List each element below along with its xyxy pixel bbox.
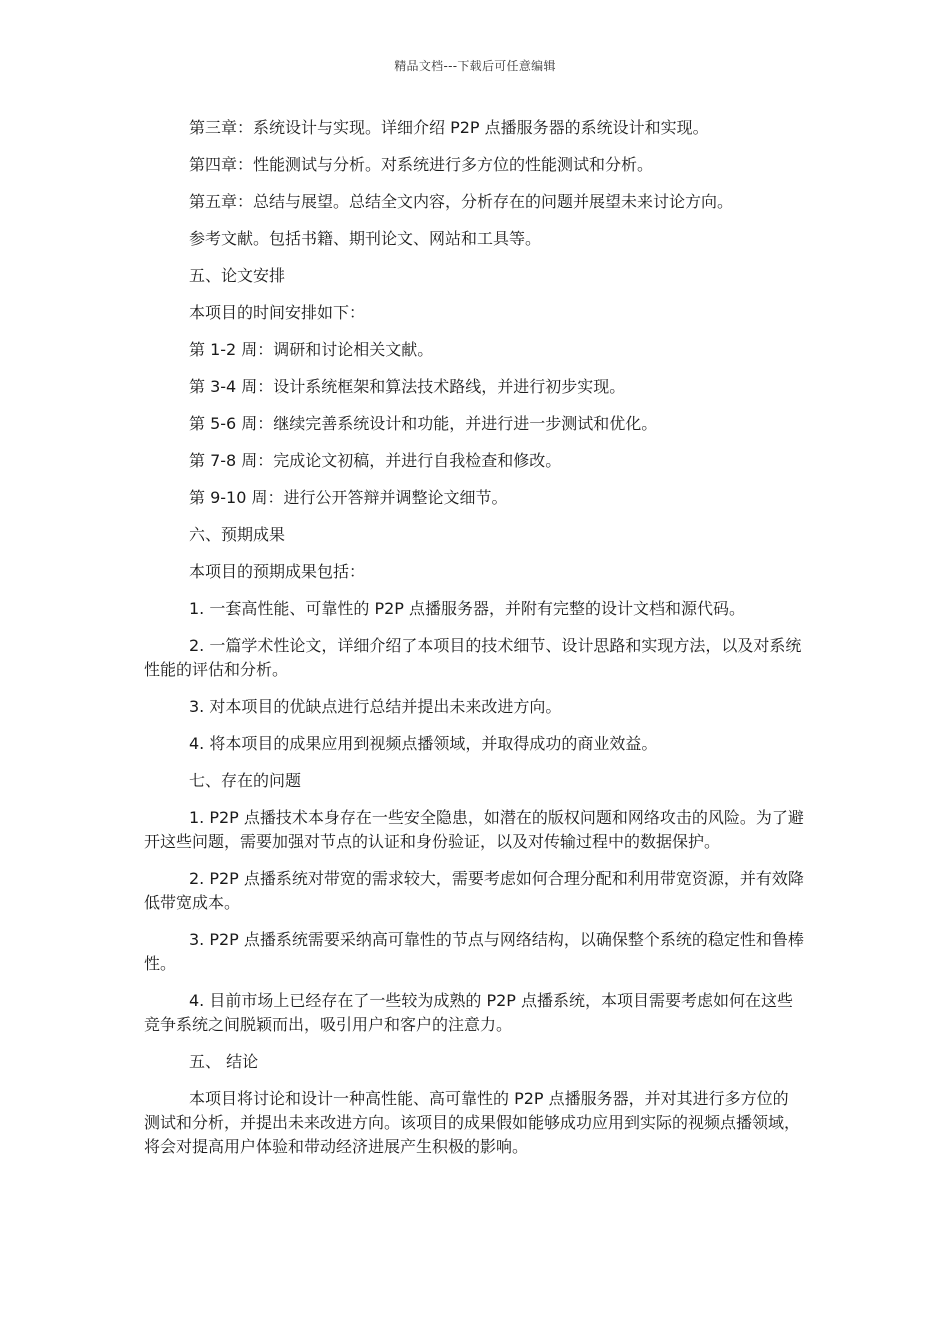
list-item: 第 9-10 周：进行公开答辩并调整论文细节。 (189, 488, 508, 507)
paragraph: 参考文献。包括书籍、期刊论文、网站和工具等。 (189, 229, 542, 248)
list-item: 1. P2P 点播技术本身存在一些安全隐患，如潜在的版权问题和网络攻击的风险。为了避开这些问题，需要加强对节点的认证和身份验证，以及对传输过程中的数据保护。 (144, 808, 804, 851)
list-item: 3. P2P 点播系统需要采纳高可靠性的节点与网络结构，以确保整个系统的稳定性和鲁棒性。 (144, 930, 804, 973)
paragraph: 第三章：系统设计与实现。详细介绍 P2P 点播服务器的系统设计和实现。 (189, 118, 709, 137)
list-item: 4. 将本项目的成果应用到视频点播领域，并取得成功的商业效益。 (189, 734, 658, 753)
paragraph: 第五章：总结与展望。总结全文内容，分析存在的问题并展望未来讨论方向。 (189, 192, 734, 211)
page-header: 精品文档---下载后可任意编辑 (394, 59, 556, 73)
section-heading: 五、 结论 (189, 1052, 259, 1071)
list-item: 第 7-8 周：完成论文初稿，并进行自我检查和修改。 (189, 451, 562, 470)
list-item: 第 5-6 周：继续完善系统设计和功能，并进行进一步测试和优化。 (189, 414, 658, 433)
list-item: 4. 目前市场上已经存在了一些较为成熟的 P2P 点播系统，本项目需要考虑如何在这些竞争系统之间脱颖而出，吸引用户和客户的注意力。 (144, 991, 794, 1034)
paragraph: 本项目的预期成果包括： (189, 562, 366, 581)
list-item: 2. 一篇学术性论文，详细介绍了本项目的技术细节、设计思路和实现方法，以及对系统性能的评估和分析。 (144, 636, 802, 679)
list-item: 2. P2P 点播系统对带宽的需求较大，需要考虑如何合理分配和利用带宽资源，并有效降低带宽成本。 (144, 869, 804, 912)
list-item: 第 3-4 周：设计系统框架和算法技术路线，并进行初步实现。 (189, 377, 626, 396)
list-item: 1. 一套高性能、可靠性的 P2P 点播服务器，并附有完整的设计文档和源代码。 (189, 599, 746, 618)
section-heading: 五、论文安排 (189, 266, 286, 285)
paragraph: 第四章：性能测试与分析。对系统进行多方位的性能测试和分析。 (189, 155, 654, 174)
paragraph: 本项目的时间安排如下： (189, 303, 366, 322)
list-item: 3. 对本项目的优缺点进行总结并提出未来改进方向。 (189, 697, 562, 716)
paragraph: 本项目将讨论和设计一种高性能、高可靠性的 P2P 点播服务器，并对其进行多方位的测试和分析，并提出未来改进方向。该项目的成果假如能够成功应用到实际的视频点播领域，将会对提高用户体验和带动经济进展产生积极的影响。 (144, 1089, 801, 1156)
section-heading: 六、预期成果 (189, 525, 286, 544)
list-item: 第 1-2 周：调研和讨论相关文献。 (189, 340, 434, 359)
section-heading: 七、存在的问题 (189, 771, 302, 790)
document-body (144, 116, 804, 1172)
